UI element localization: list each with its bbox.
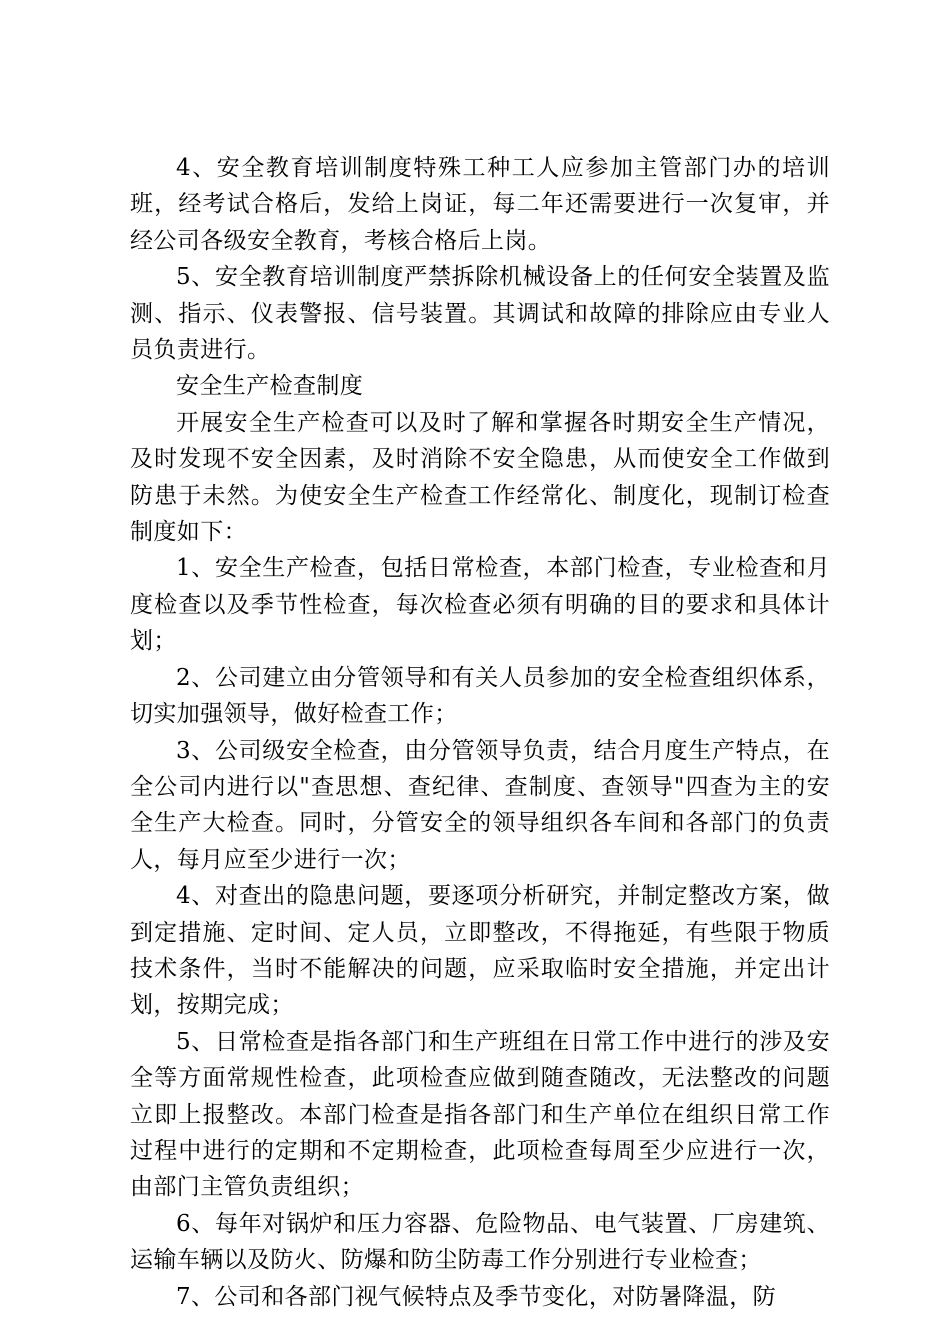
paragraph-item-7: 7、公司和各部门视气候特点及季节变化，对防暑降温，防 [176,1283,777,1310]
section-heading: 安全生产检查制度 [176,373,364,400]
paragraph-training-5: 5、安全教育培训制度严禁拆除机械设备上的任何安全装置及监测、指示、仪表警报、信号装置。其调试和故障的排除应由专业人员负责进行。 [130,264,830,364]
paragraph-item-5: 5、日常检查是指各部门和生产班组在日常工作中进行的涉及安全等方面常规性检查，此项检查应做到随查随改，无法整改的问题立即上报整改。本部门检查是指各部门和生产单位在组织日常工作过程中进行的定期和不定期检查，此项检查每周至少应进行一次，由部门主管负责组织； [130,1028,830,1201]
paragraph-item-3: 3、公司级安全检查，由分管领导负责，结合月度生产特点，在全公司内进行以"查思想、查纪律、查制度、查领导"四查为主的安全生产大检查。同时，分管安全的领导组织各车间和各部门的负责人，每月应至少进行一次； [130,737,830,873]
paragraph-item-4: 4、对查出的隐患问题，要逐项分析研究，并制定整改方案，做到定措施、定时间、定人员，立即整改，不得拖延，有些限于物质技术条件，当时不能解决的问题，应采取临时安全措施，并定出计划，按期完成； [130,883,830,1019]
paragraph-item-6: 6、每年对锅炉和压力容器、危险物品、电气装置、厂房建筑、运输车辆以及防火、防爆和防尘防毒工作分别进行专业检查； [130,1210,830,1274]
paragraph-intro: 开展安全生产检查可以及时了解和掌握各时期安全生产情况，及时发现不安全因素，及时消除不安全隐患，从而使安全工作做到防患于未然。为使安全生产检查工作经常化、制度化，现制订检查制度如下： [130,409,830,546]
paragraph-item-1: 1、安全生产检查，包括日常检查，本部门检查，专业检查和月度检查以及季节性检查，每次检查必须有明确的目的要求和具体计划； [130,555,830,655]
document-body [130,150,830,1315]
paragraph-training-4: 4、安全教育培训制度特殊工种工人应参加主管部门办的培训班，经考试合格后，发给上岗证，每二年还需要进行一次复审，并经公司各级安全教育，考核合格后上岗。 [130,155,830,254]
paragraph-item-2: 2、公司建立由分管领导和有关人员参加的安全检查组织体系，切实加强领导，做好检查工作； [130,664,830,728]
